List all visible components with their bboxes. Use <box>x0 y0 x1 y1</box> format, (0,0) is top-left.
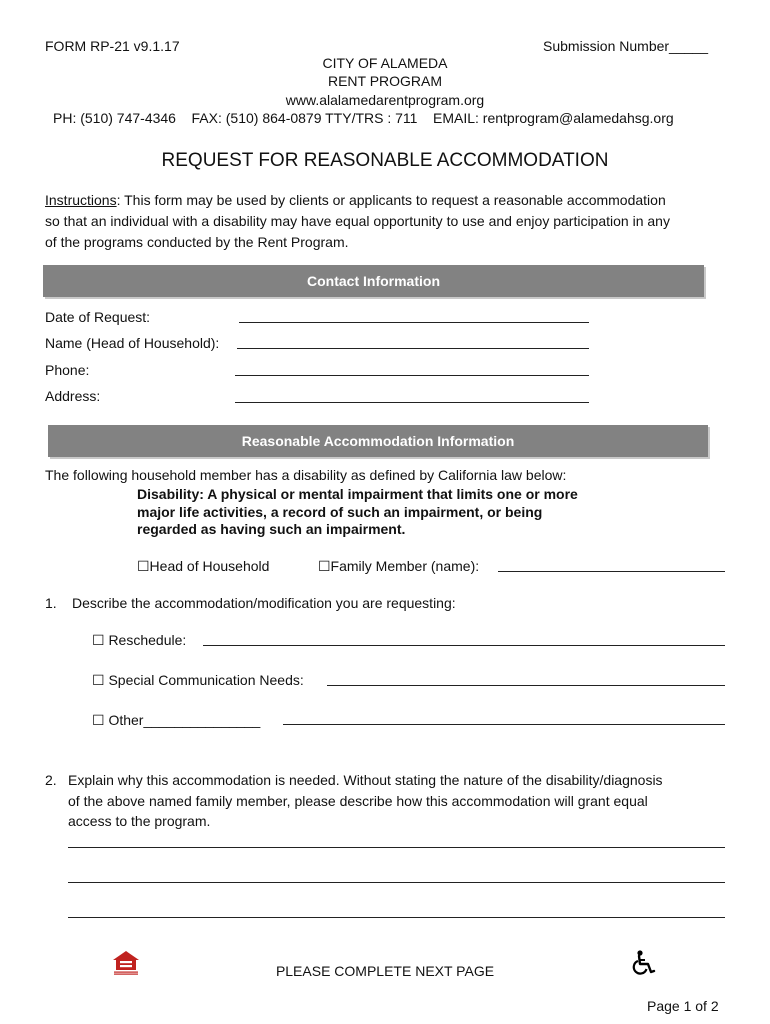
instructions-label: Instructions <box>45 192 117 208</box>
q2-answer-line-3[interactable] <box>68 917 725 918</box>
page-title: REQUEST FOR REASONABLE ACCOMMODATION <box>161 150 609 171</box>
other-line[interactable] <box>283 724 725 725</box>
form-id: FORM RP-21 v9.1.17 <box>45 38 180 54</box>
page-number: Page 1 of 2 <box>647 998 719 1014</box>
q2-line2: of the above named family member, please describe how this accommodation will grant equal <box>68 793 648 809</box>
name-input-line[interactable] <box>237 348 589 349</box>
q1-number: 1. <box>45 595 57 611</box>
phone-label: Phone: <box>45 362 90 378</box>
org-website: www.alalamedarentprogram.org <box>285 92 485 108</box>
next-page-notice: PLEASE COMPLETE NEXT PAGE <box>275 963 495 979</box>
disability-definition-line3: regarded as having such an impairment. <box>137 521 406 537</box>
q2-answer-line-1[interactable] <box>68 847 725 848</box>
q2-answer-line-2[interactable] <box>68 882 725 883</box>
org-program: RENT PROGRAM <box>327 73 443 89</box>
accommodation-intro: The following household member has a disability as defined by California law below: <box>45 467 567 483</box>
submission-number: Submission Number_____ <box>543 38 708 54</box>
family-member-checkbox[interactable]: ☐Family Member (name): <box>318 558 480 574</box>
date-label: Date of Request: <box>45 309 151 325</box>
instructions-line2: so that an individual with a disability may have equal opportunity to use and enjoy participation in any <box>45 213 670 229</box>
q1-text: Describe the accommodation/modification you are requesting: <box>72 595 456 611</box>
contact-section-header: Contact Information <box>43 265 704 297</box>
instructions-line3: of the programs conducted by the Rent Program. <box>45 234 349 250</box>
org-contact-line: PH: (510) 747-4346 FAX: (510) 864-0879 TTY/TRS : 711 EMAIL: rentprogram@alamedahsg.org <box>53 110 674 126</box>
special-communication-checkbox[interactable]: ☐ Special Communication Needs: <box>92 672 304 688</box>
wheelchair-icon <box>632 950 658 981</box>
reschedule-checkbox[interactable]: ☐ Reschedule: <box>92 632 187 648</box>
reschedule-line[interactable] <box>203 645 725 646</box>
disability-definition-line1: Disability: A physical or mental impairment that limits one or more <box>137 486 578 502</box>
instructions-line1: Instructions: This form may be used by clients or applicants to request a reasonable accommodation <box>45 192 666 208</box>
family-member-name-line[interactable] <box>498 571 725 572</box>
address-label: Address: <box>45 388 101 404</box>
phone-input-line[interactable] <box>235 375 589 376</box>
q2-line1: Explain why this accommodation is needed. Without stating the nature of the disability/diagnosis <box>68 772 663 788</box>
accommodation-section-header: Reasonable Accommodation Information <box>48 425 708 457</box>
q2-line3: access to the program. <box>68 813 211 829</box>
head-of-household-checkbox[interactable]: ☐Head of Household <box>137 558 270 574</box>
q2-number: 2. <box>45 772 57 788</box>
org-name: CITY OF ALAMEDA <box>322 55 448 71</box>
address-input-line[interactable] <box>235 402 589 403</box>
name-label: Name (Head of Household): <box>45 335 220 351</box>
disability-definition-line2: major life activities, a record of such an impairment, or being <box>137 504 543 520</box>
other-checkbox[interactable]: ☐ Other_______________ <box>92 712 261 728</box>
special-communication-line[interactable] <box>327 685 725 686</box>
date-input-line[interactable] <box>239 322 589 323</box>
